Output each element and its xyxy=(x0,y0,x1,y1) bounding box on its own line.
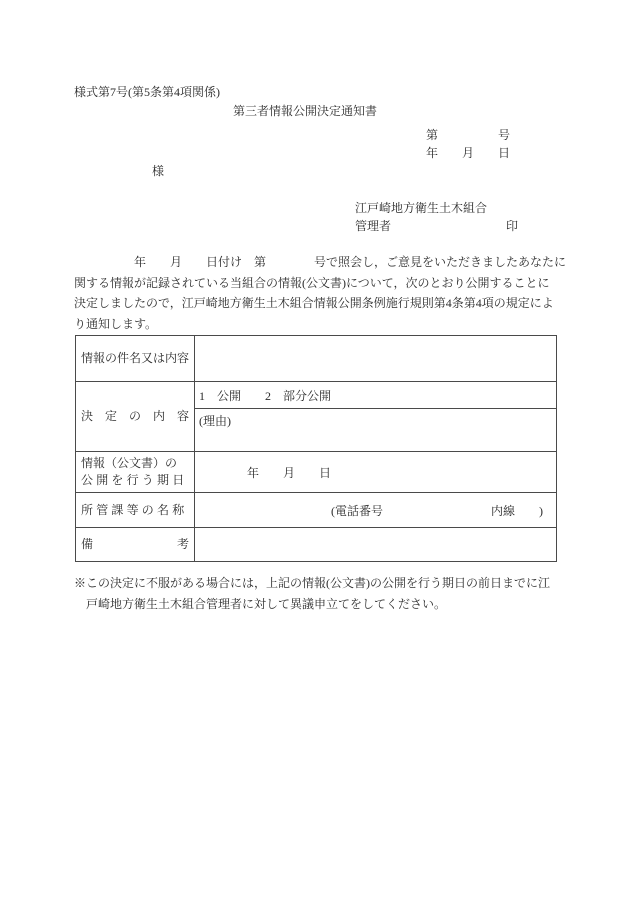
disclosure-date-value-cell: 年 月 日 xyxy=(195,452,557,493)
issuer-role: 管理者 xyxy=(355,219,392,233)
subject-label-cell xyxy=(76,336,195,382)
table-row-disclosure-date xyxy=(76,452,557,493)
remarks-label: 備 考 xyxy=(81,537,190,551)
decision-reason-cell: (理由) xyxy=(195,409,557,452)
decision-options-cell: 1 公開 2 部分公開 xyxy=(195,382,557,409)
issuer-role-row xyxy=(355,217,518,235)
section-label-cell xyxy=(76,493,195,528)
disclosure-date-label-line2: 公開を行う期日 xyxy=(81,473,188,487)
footnote xyxy=(74,573,564,615)
body-paragraph xyxy=(74,252,567,334)
subject-value-cell xyxy=(195,336,557,382)
decision-label: 決 定 の 内 容 xyxy=(81,409,190,423)
issuer-block xyxy=(355,199,518,235)
seal-mark: 印 xyxy=(505,219,518,233)
section-label: 所管課等の名称 xyxy=(81,502,188,517)
table-row-subject xyxy=(76,336,557,382)
body-line: 関する情報が記録されている当組合の情報(公文書)について，次のとおり公開することに xyxy=(74,275,550,290)
document-title: 第三者情報公開決定通知書 xyxy=(232,104,377,118)
document-number-line: 第 号 xyxy=(425,128,510,142)
decision-label-cell xyxy=(76,382,195,452)
disclosure-date-label-cell xyxy=(76,452,195,493)
issuer-org-name: 江戸崎地方衛生土木組合 xyxy=(355,201,488,215)
footnote-line: ※この決定に不服がある場合には，上記の情報(公文書)の公開を行う期日の前日までに江 xyxy=(74,576,550,590)
footnote-line: 戸崎地方衛生土木組合管理者に対して異議申立てをしてください。 xyxy=(74,597,447,611)
table-row-decision-options xyxy=(76,382,557,409)
document-date-line: 年 月 日 xyxy=(425,146,510,160)
body-line: り通知します。 xyxy=(74,316,158,331)
table-row-remarks xyxy=(76,528,557,562)
decision-info-table xyxy=(75,335,557,562)
remarks-label-cell xyxy=(76,528,195,562)
subject-label: 情報の件名又は内容 xyxy=(81,351,190,365)
addressee-suffix: 様 xyxy=(152,164,165,178)
form-number: 様式第7号(第5条第4項関係) xyxy=(74,85,220,99)
remarks-value-cell xyxy=(195,528,557,562)
disclosure-date-label-line1: 情報（公文書）の xyxy=(81,456,178,470)
table-row-section-name xyxy=(76,493,557,528)
section-value-cell: (電話番号 内線 ) xyxy=(195,493,557,528)
body-line: 年 月 日付け 第 号で照会し，ご意見をいただきましたあなたに xyxy=(74,255,567,269)
addressee-line xyxy=(152,164,564,179)
body-line: 決定しましたので，江戸崎地方衛生土木組合情報公開条例施行規則第4条第4項の規定によ xyxy=(74,296,554,310)
